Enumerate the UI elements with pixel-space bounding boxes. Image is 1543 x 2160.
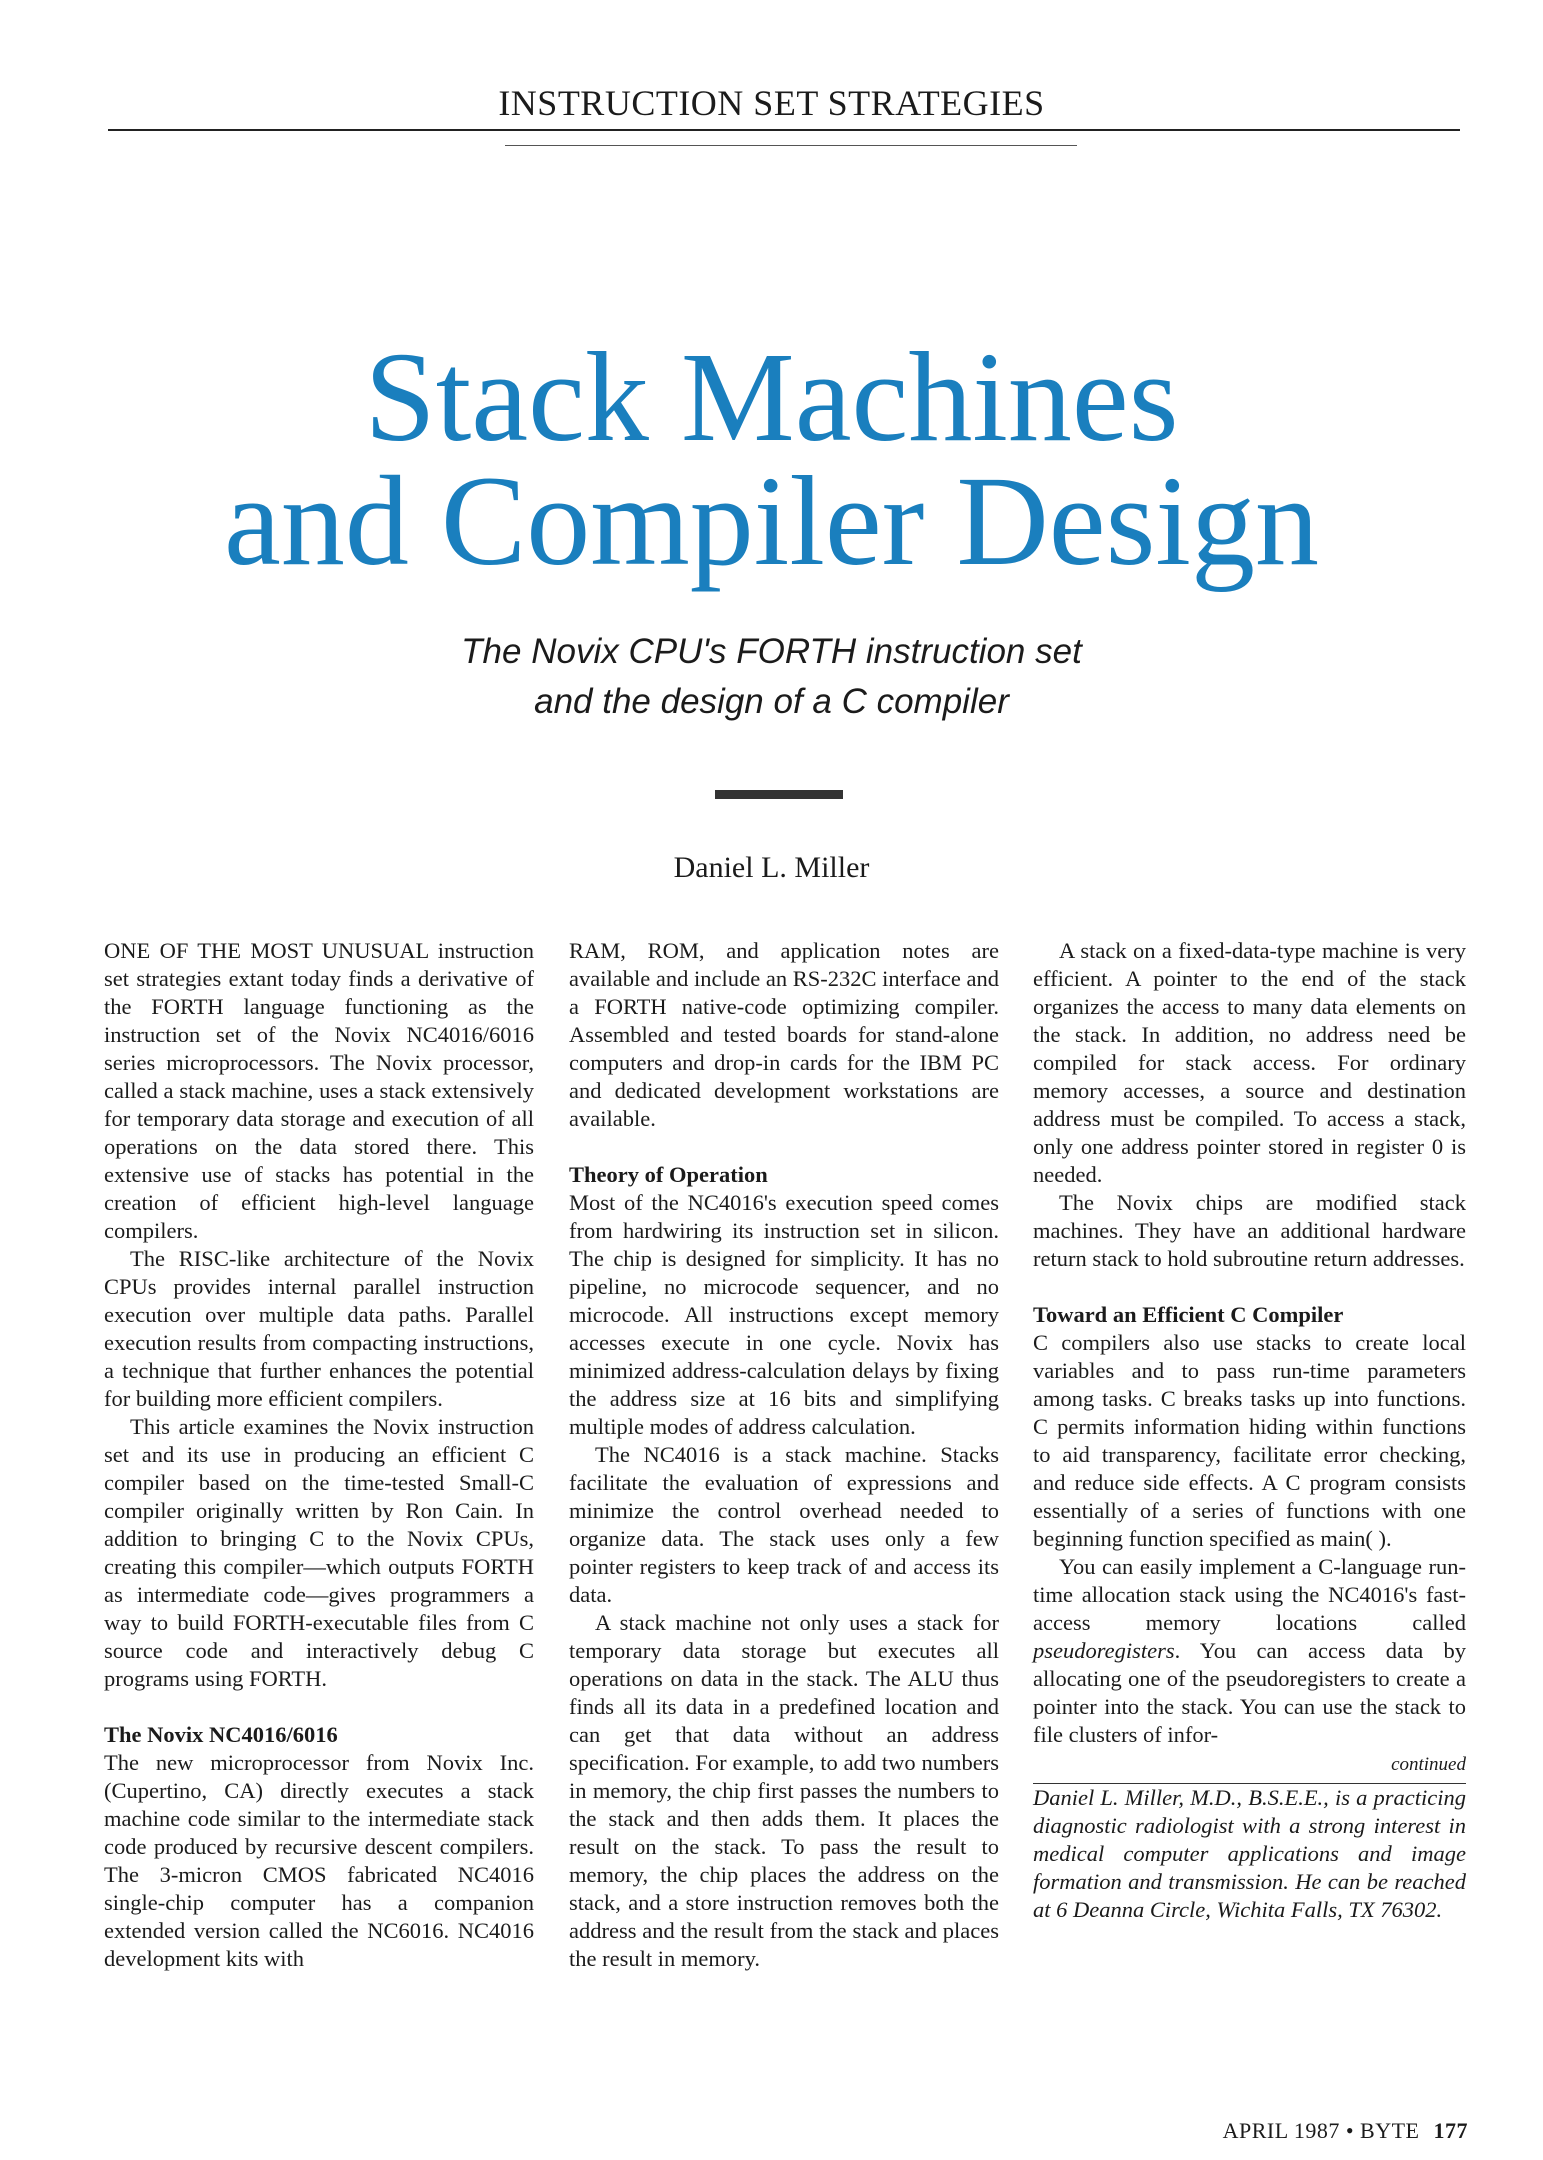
section-heading: Theory of Operation [569,1162,768,1187]
author-byline: Daniel L. Miller [673,851,870,884]
paragraph: The Novix chips are modified stack machines. They have an additional hardware return stack to hold subroutine return addresses. [1033,1190,1466,1271]
paragraph: Most of the NC4016's execution speed comes from hardwiring its instruction set in silicon. The chip is designed for simplicity. It has no pipeline, no microcode sequencer, and no microcode. All instructions except memory accesses execute in one cycle. Novix has minimized address-calculation delays by fixing the address size at 16 bits and simplifying multiple modes of address calculation. [569,1190,999,1439]
emphasis-term: pseudoregisters [1033,1638,1175,1663]
header-rule [108,129,1460,131]
article-subtitle [0,627,1543,727]
title-divider-bar [715,790,843,799]
paragraph: This article examines the Novix instruction set and its use in producing an efficient C compiler based on the time-tested Small-C compiler originally written by Ron Cain. In addition to bringing C to the Novix CPUs, creating this compiler—which outputs FORTH as intermediate code—gives programmers a way to build FORTH-executable files from C source code and interactively debug C programs using FORTH. [104,1414,534,1691]
subtitle-line-1: The Novix CPU's FORTH instruction set [461,632,1082,671]
subtitle-line-2: and the design of a C compiler [534,682,1009,721]
paragraph: ONE OF THE MOST UNUSUAL instruction set strategies extant today finds a derivative of the FORTH language functioning as the instruction set of the Novix NC4016/6016 series microprocessors. The Novix processor, called a stack machine, uses a stack extensively for temporary data storage and execution of all operations on the data stored there. This extensive use of stacks has potential in the creation of efficient high-level language compilers. [104,938,534,1243]
page-number: 177 [1433,2118,1468,2143]
paragraph [1033,1553,1466,1749]
continued-note: continued [1391,1754,1466,1775]
section-header: INSTRUCTION SET STRATEGIES [498,83,1045,123]
text-run: You can easily implement a C-language run-time allocation stack using the NC4016's fast-access memory locations called [1033,1554,1466,1635]
paragraph: A stack machine not only uses a stack for temporary data storage but executes all operations on data in the stack. The ALU thus finds all its data in a predefined location and can get that data without an address specification. For example, to add two numbers in memory, the chip first passes the numbers to the stack and then adds them. It places the result on the stack. To pass the result to memory, the chip places the address on the stack, and a store instruction removes both the address and the result from the stack and places the result in memory. [569,1610,999,1971]
section-heading: The Novix NC4016/6016 [104,1722,338,1747]
paragraph: The new microprocessor from Novix Inc. (Cupertino, CA) directly executes a stack machine code similar to the intermediate stack code produced by recursive descent compilers. The 3-micron CMOS fabricated NC4016 single-chip computer has a companion extended version called the NC6016. NC4016 development kits with [104,1750,534,1971]
paragraph: The RISC-like architecture of the Novix CPUs provides internal parallel instruction execution over multiple data paths. Parallel execution results from compacting instructions, a technique that further enhances the potential for building more efficient compilers. [104,1246,534,1411]
header-subrule [505,145,1077,146]
column-3 [1033,937,1466,1924]
article-title [0,326,1543,592]
paragraph: C compilers also use stacks to create local variables and to pass run-time parameters among tasks. C breaks tasks up into functions. C permits information hiding within functions to aid transparency, facilitate error checking, and reduce side effects. A C program consists essentially of a series of functions with one beginning function specified as main( ). [1033,1330,1466,1551]
paragraph: The NC4016 is a stack machine. Stacks facilitate the evaluation of expressions and minimize the control overhead needed to organize data. The stack uses only a few pointer registers to keep track of and access its data. [569,1442,999,1607]
paragraph: A stack on a fixed-data-type machine is very efficient. A pointer to the end of the stack organizes the access to many data elements on the stack. In addition, no address need be compiled for stack access. For ordinary memory accesses, a source and destination address must be compiled. To access a stack, only one address pointer stored in register 0 is needed. [1033,938,1466,1187]
text-run: . You can access data by allocating one of the pseudoregisters to create a pointer into the stack. You can use the stack to file clusters of infor- [1033,1638,1466,1747]
title-line-2: and Compiler Design [224,450,1319,592]
author-bio: Daniel L. Miller, M.D., B.S.E.E., is a practicing diagnostic radiologist with a strong interest in medical computer applications and image formation and transmission. He can be reached at 6 Deanna Circle, Wichita Falls, TX 76302. [1033,1785,1466,1922]
column-2 [569,937,999,1973]
issue-label: APRIL 1987 • BYTE [1222,2118,1420,2143]
section-heading: Toward an Efficient C Compiler [1033,1302,1344,1327]
paragraph: RAM, ROM, and application notes are available and include an RS-232C interface and a FORTH native-code optimizing compiler. Assembled and tested boards for stand-alone computers and drop-in cards for the IBM PC and dedicated development workstations are available. [569,938,999,1131]
page-footer [1223,2118,1468,2144]
title-line-1: Stack Machines [364,326,1179,468]
column-1 [104,937,534,1973]
